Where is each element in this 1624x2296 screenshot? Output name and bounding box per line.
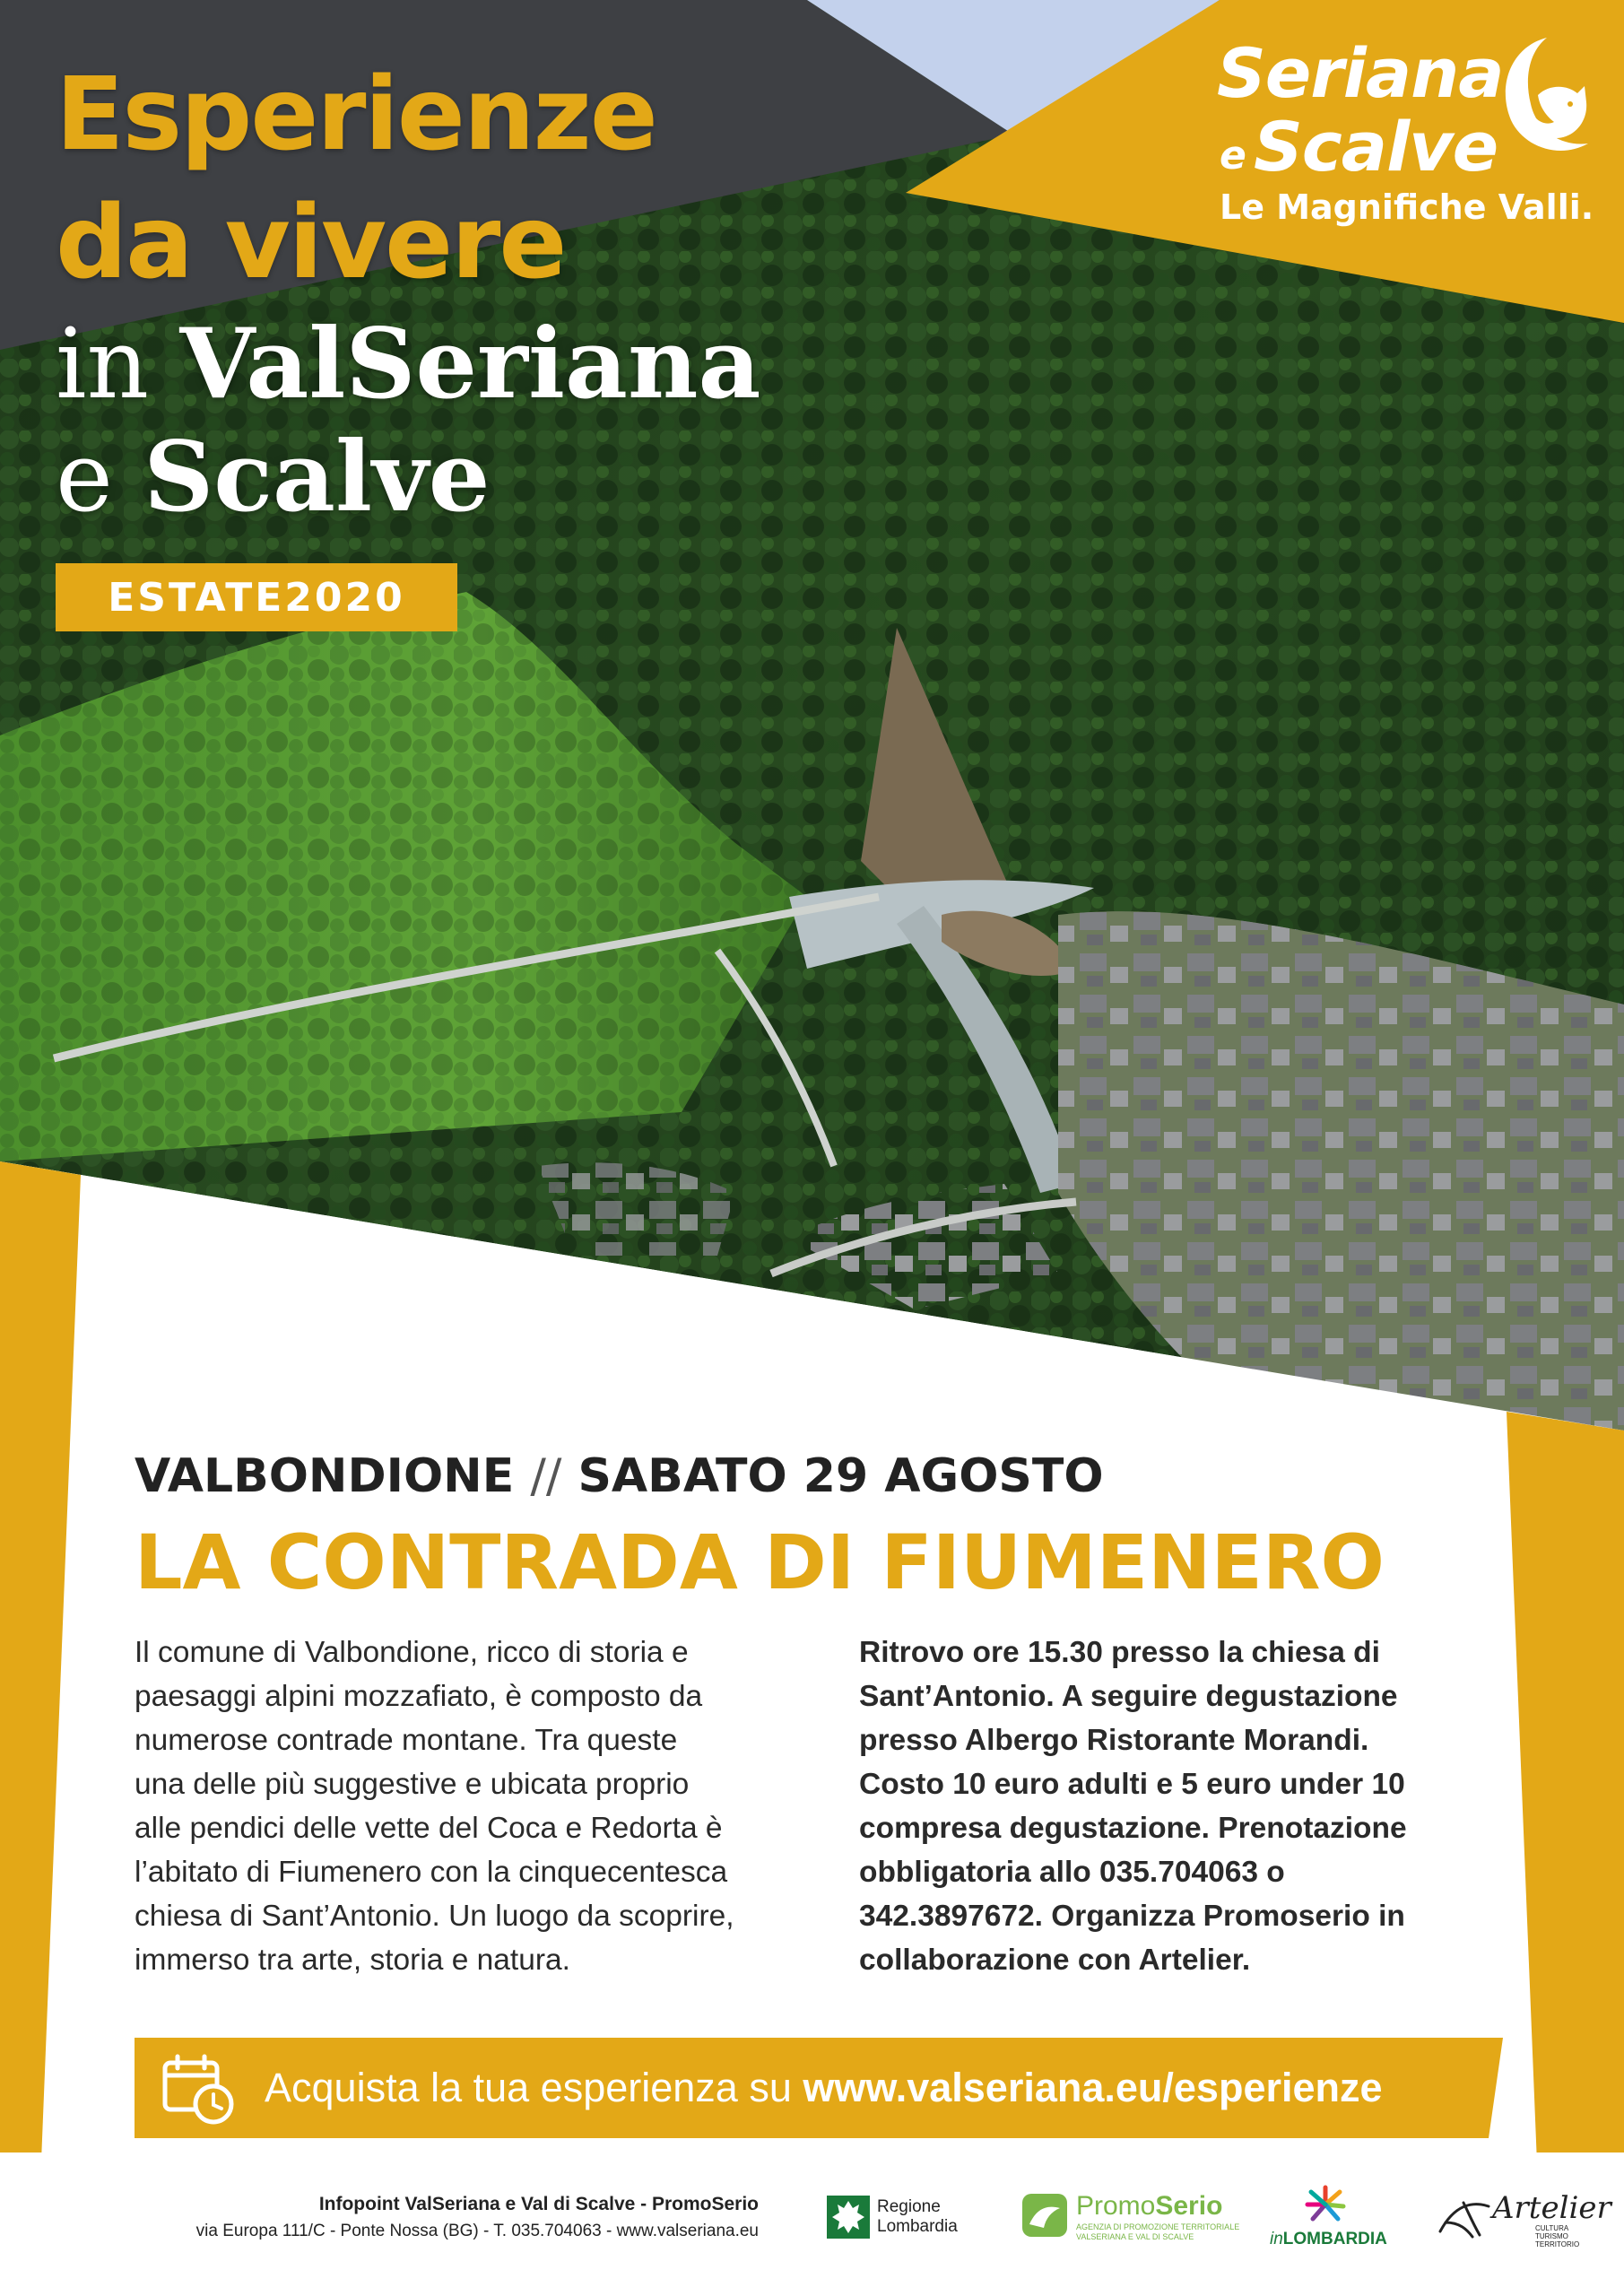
title-line-3 [56, 308, 761, 421]
title-line-4 [56, 421, 491, 534]
promoserio-name-a: Promo [1076, 2191, 1156, 2221]
inlombardia-name: LOMBARDIA [1282, 2230, 1387, 2248]
promoserio-name-b: Serio [1155, 2191, 1223, 2221]
footer-address: via Europa 111/C - Ponte Nossa (BG) - T. 035.704063 - www.valseriana.eu [195, 2222, 759, 2240]
artelier-wordmark: Artelier [1492, 2190, 1611, 2226]
details-line: presso Albergo Ristorante Morandi. [859, 1724, 1369, 1757]
cta-text [265, 2063, 1383, 2113]
artelier-sub-3: TERRITORIO [1535, 2240, 1580, 2248]
description-line: paesaggi alpini mozzafiato, è composto da [135, 1680, 703, 1713]
sponsor-promoserio[interactable] [1020, 2188, 1240, 2248]
details-line: compresa degustazione. Prenotazione [859, 1812, 1407, 1845]
details-line: collaborazione con Artelier. [859, 1944, 1251, 1977]
season-badge [56, 563, 457, 631]
cta-lead: Acquista la tua esperienza su [265, 2065, 792, 2110]
description-line: una delle più suggestive e ubicata proprio [135, 1768, 690, 1801]
inlombardia-wordmark [1270, 2230, 1387, 2249]
brand-logo[interactable] [1202, 32, 1596, 230]
title-line-3-prefix: in [56, 309, 150, 421]
sponsor-artelier[interactable] [1437, 2183, 1611, 2251]
logo-tagline: Le Magnifiche Valli. [1220, 187, 1594, 227]
details-line: Costo 10 euro adulti e 5 euro under 10 [859, 1768, 1405, 1801]
footer-infopoint [196, 2191, 759, 2245]
title-line-3-bold: ValSeriana [179, 308, 761, 421]
description-line: l’abitato di Fiumenero con la cinquecentesca [135, 1856, 728, 1889]
description-line: chiesa di Sant’Antonio. Un luogo da scoprire, [135, 1900, 734, 1933]
details-line: 342.3897672. Organizza Promoserio in [859, 1900, 1405, 1933]
artelier-sub-1: CULTURA [1535, 2224, 1569, 2232]
footer-infopoint-title: Infopoint ValSeriana e Val di Scalve - PromoSerio [318, 2194, 759, 2214]
logo-line-2: Scalve [1254, 107, 1498, 187]
details-line: obbligatoria allo 035.704063 o [859, 1856, 1285, 1889]
sponsor-regione-lombardia[interactable] [827, 2194, 979, 2244]
title-line-4-prefix: e [56, 422, 113, 534]
event-details [859, 1631, 1505, 1982]
inlombardia-in: in [1270, 2230, 1283, 2248]
promoserio-icon [1020, 2192, 1069, 2239]
promoserio-sub-2: VALSERIANA E VAL DI SCALVE [1076, 2232, 1194, 2241]
description-line: numerose contrade montane. Tra queste [135, 1724, 678, 1757]
purchase-cta-banner[interactable] [135, 2038, 1503, 2138]
artelier-tagline [1535, 2224, 1579, 2248]
logo-line-2-small: e [1220, 133, 1246, 178]
fox-moon-icon [1484, 32, 1592, 167]
regione-label-2: Lombardia [877, 2217, 958, 2236]
logo-line-1: Seriana [1217, 33, 1504, 113]
details-line: Ritrovo ore 15.30 presso la chiesa di [859, 1636, 1380, 1669]
event-date: SABATO 29 AGOSTO [578, 1449, 1104, 1503]
description-line: immerso tra arte, storia e natura. [135, 1944, 570, 1977]
title-line-2: da vivere [56, 185, 566, 301]
title-line-4-bold: Scalve [143, 421, 491, 534]
regione-lombardia-icon [827, 2196, 870, 2239]
event-location: VALBONDIONE [135, 1449, 515, 1503]
event-description [135, 1631, 762, 1982]
details-line: Sant’Antonio. A seguire degustazione [859, 1680, 1398, 1713]
season-year: 2020 [284, 574, 405, 621]
inlombardia-star-icon [1304, 2185, 1347, 2224]
season-label: ESTATE [108, 574, 285, 621]
event-separator: // [530, 1449, 562, 1503]
artelier-sub-2: TURISMO [1535, 2232, 1568, 2240]
description-line: Il comune di Valbondione, ricco di storia e [135, 1636, 689, 1669]
promoserio-sub-1: AGENZIA DI PROMOZIONE TERRITORIALE [1076, 2222, 1240, 2231]
description-line: alle pendici delle vette del Coca e Redorta è [135, 1812, 723, 1845]
cta-url[interactable]: www.valseriana.eu/esperienze [803, 2065, 1383, 2110]
artelier-swash-icon [1437, 2196, 1499, 2240]
regione-label-1: Regione [877, 2197, 941, 2216]
event-title: LA CONTRADA DI FIUMENERO [135, 1518, 1385, 1606]
sponsor-inlombardia[interactable] [1264, 2185, 1390, 2253]
title-line-1: Esperienze [56, 57, 656, 173]
calendar-clock-icon [161, 2054, 237, 2126]
event-heading [135, 1449, 1104, 1503]
promoserio-wordmark [1076, 2192, 1222, 2221]
